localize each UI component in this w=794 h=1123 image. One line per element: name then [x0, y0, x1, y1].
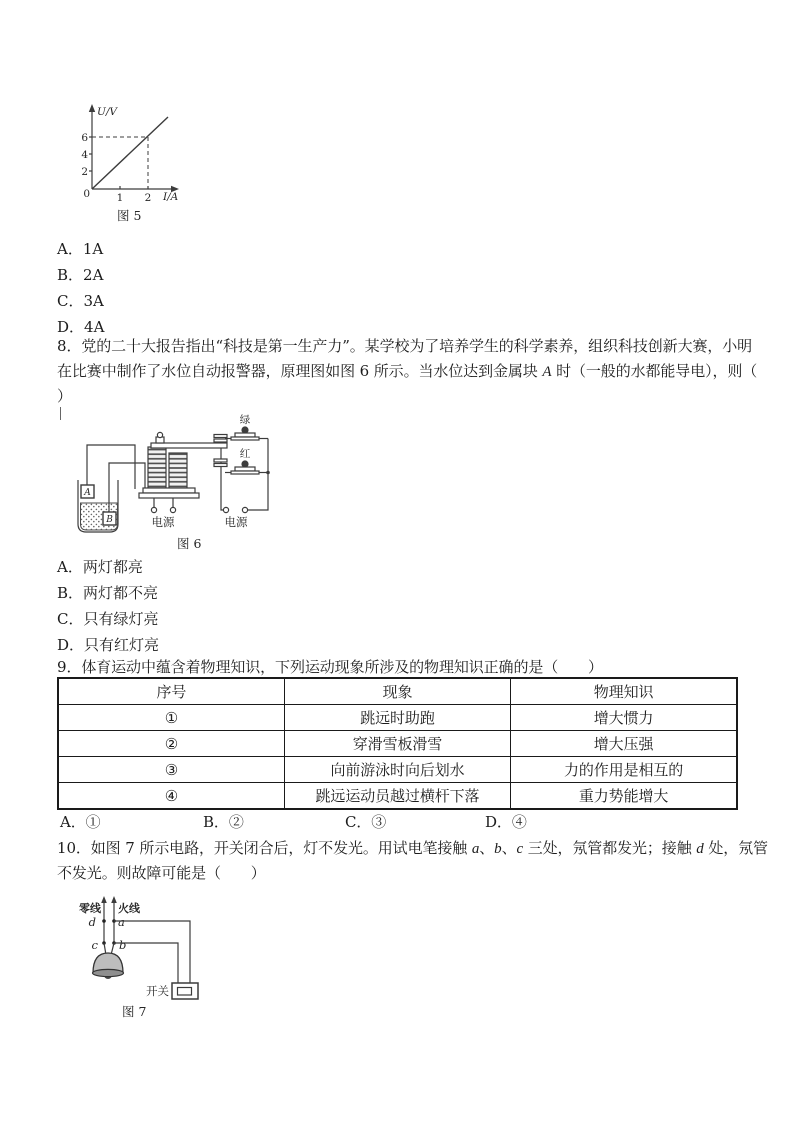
fig5-data-line [92, 117, 168, 189]
figure6-alarm-circuit [55, 393, 340, 558]
q10-stem-line2: 不发光。则故障可能是（ ） [57, 864, 266, 882]
q8-line2-post: 时（一般的水都能导电），则（ [551, 362, 758, 380]
fig6-green-lamp-label: 绿 [239, 414, 251, 426]
fig7-point-b-label: b [119, 938, 127, 952]
fig6-junction-dot [266, 471, 270, 475]
fig6-power-left-label: 电源 [151, 515, 175, 529]
q9-stem: 9．体育运动中蕴含着物理知识，下列运动现象所涉及的物理知识正确的是（ ） [57, 658, 603, 676]
q9-option-d: D．④ [485, 813, 527, 831]
fig7-neutral-label: 零线 [79, 902, 101, 915]
q10-point-c-var: c [516, 841, 524, 857]
q9-table-row-2: ② 穿滑雪板滑雪 增大压强 [58, 731, 737, 757]
fig7-switch-label: 开关 [146, 984, 169, 998]
q9-table [57, 677, 738, 810]
q8-stem-line3: ） [57, 387, 72, 405]
fig6-red-lamp-icon [225, 448, 268, 474]
fig6-caption: 图 6 [177, 536, 202, 551]
fig5-y-axis-label: U/V [97, 106, 117, 118]
q9-table-header-row [58, 678, 737, 705]
fig5-ytick-6: 6 [81, 132, 88, 144]
q8-option-d: D．只有红灯亮 [57, 636, 160, 654]
fig6-power-right-label: 电源 [224, 515, 248, 529]
fig7-caption: 图 7 [122, 1004, 147, 1019]
fig7-neutral-arrow-icon [101, 896, 107, 903]
q9-col-header-index: 序号 [58, 678, 284, 705]
q7-option-a: A．1A [57, 240, 104, 258]
fig7-point-d-label: d [88, 915, 96, 929]
fig5-xtick-1: 1 [116, 192, 124, 204]
fig7-live-label: 火线 [118, 902, 140, 915]
q9-col-header-knowledge: 物理知识 [511, 678, 737, 705]
fig5-x-axis-label: I/A [163, 191, 179, 203]
fig6-block-b-label: B [106, 515, 113, 525]
q10-point-b-var: b [494, 841, 502, 857]
q9-options-row [0, 812, 794, 832]
fig5-ytick-0: 0 [83, 188, 90, 200]
figure7-lamp-circuit [60, 893, 255, 1028]
fig6-armature [151, 443, 227, 448]
q8-line2-pre: 在比赛中制作了水位自动报警器，原理图如图 6 所示。当水位达到金属块 [57, 362, 543, 380]
fig5-ytick-2: 2 [81, 166, 88, 178]
fig7-switch [172, 983, 198, 999]
q9-table-row-3: ③ 向前游泳时向后划水 力的作用是相互的 [58, 757, 737, 783]
q7-option-b: B．2A [57, 266, 104, 284]
figure5-ui-graph [75, 102, 193, 227]
q8-stem-line2 [57, 361, 757, 382]
fig7-live-arrow-icon [111, 896, 117, 903]
fig7-wire-a-to-switch [114, 921, 190, 983]
fig6-beaker [78, 480, 118, 532]
q8-option-a: A．两灯都亮 [57, 558, 143, 576]
q10-stem-line1: 10．如图 7 所示电路，开关闭合后，灯不发光。用试电笔接触 a、b、c 三处，氖管都发光；接触 d 处，氖管 [57, 839, 768, 857]
q9-table-row-4: ④ 跳远运动员越过横杆下落 重力势能增大 [58, 783, 737, 810]
q8-option-b: B．两灯都不亮 [57, 584, 159, 602]
fig6-block-a-label: A [84, 488, 91, 498]
q9-option-c: C．③ [345, 813, 387, 831]
fig5-ytick-4: 4 [81, 149, 88, 161]
q10-point-d-var: d [696, 841, 704, 857]
fig6-green-lamp-icon [225, 414, 268, 440]
fig7-point-c-label: c [91, 938, 98, 952]
q7-option-d: D．4A [57, 318, 105, 336]
fig7-point-a-label: a [118, 915, 125, 929]
q10-point-a-var: a [471, 841, 480, 857]
q7-option-c: C．3A [57, 292, 104, 310]
q8-option-c: C．只有绿灯亮 [57, 610, 159, 628]
fig6-wire-a [87, 445, 135, 489]
q8-metal-block-var: A [542, 364, 552, 380]
fig6-red-lamp-label: 红 [239, 448, 251, 460]
q8-stem-line1: 8．党的二十大报告指出“科技是第一生产力”。某学校为了培养学生的科学素养，组织科技创新大赛，小明 [57, 337, 753, 355]
fig6-power-left [151, 498, 175, 529]
q9-table-row-1: ① 跳远时助跑 增大惯力 [58, 705, 737, 731]
fig6-wire-contacts-down [221, 471, 223, 510]
fig6-relay-contacts [214, 435, 227, 472]
q9-col-header-phenomenon: 现象 [284, 678, 510, 705]
q9-option-a: A．① [60, 813, 101, 831]
fig6-power-right [223, 507, 248, 529]
fig5-caption: 图 5 [117, 208, 142, 223]
fig5-xtick-2: 2 [144, 192, 152, 204]
y-axis-arrow-icon [89, 104, 95, 112]
q9-option-b: B．② [203, 813, 244, 831]
